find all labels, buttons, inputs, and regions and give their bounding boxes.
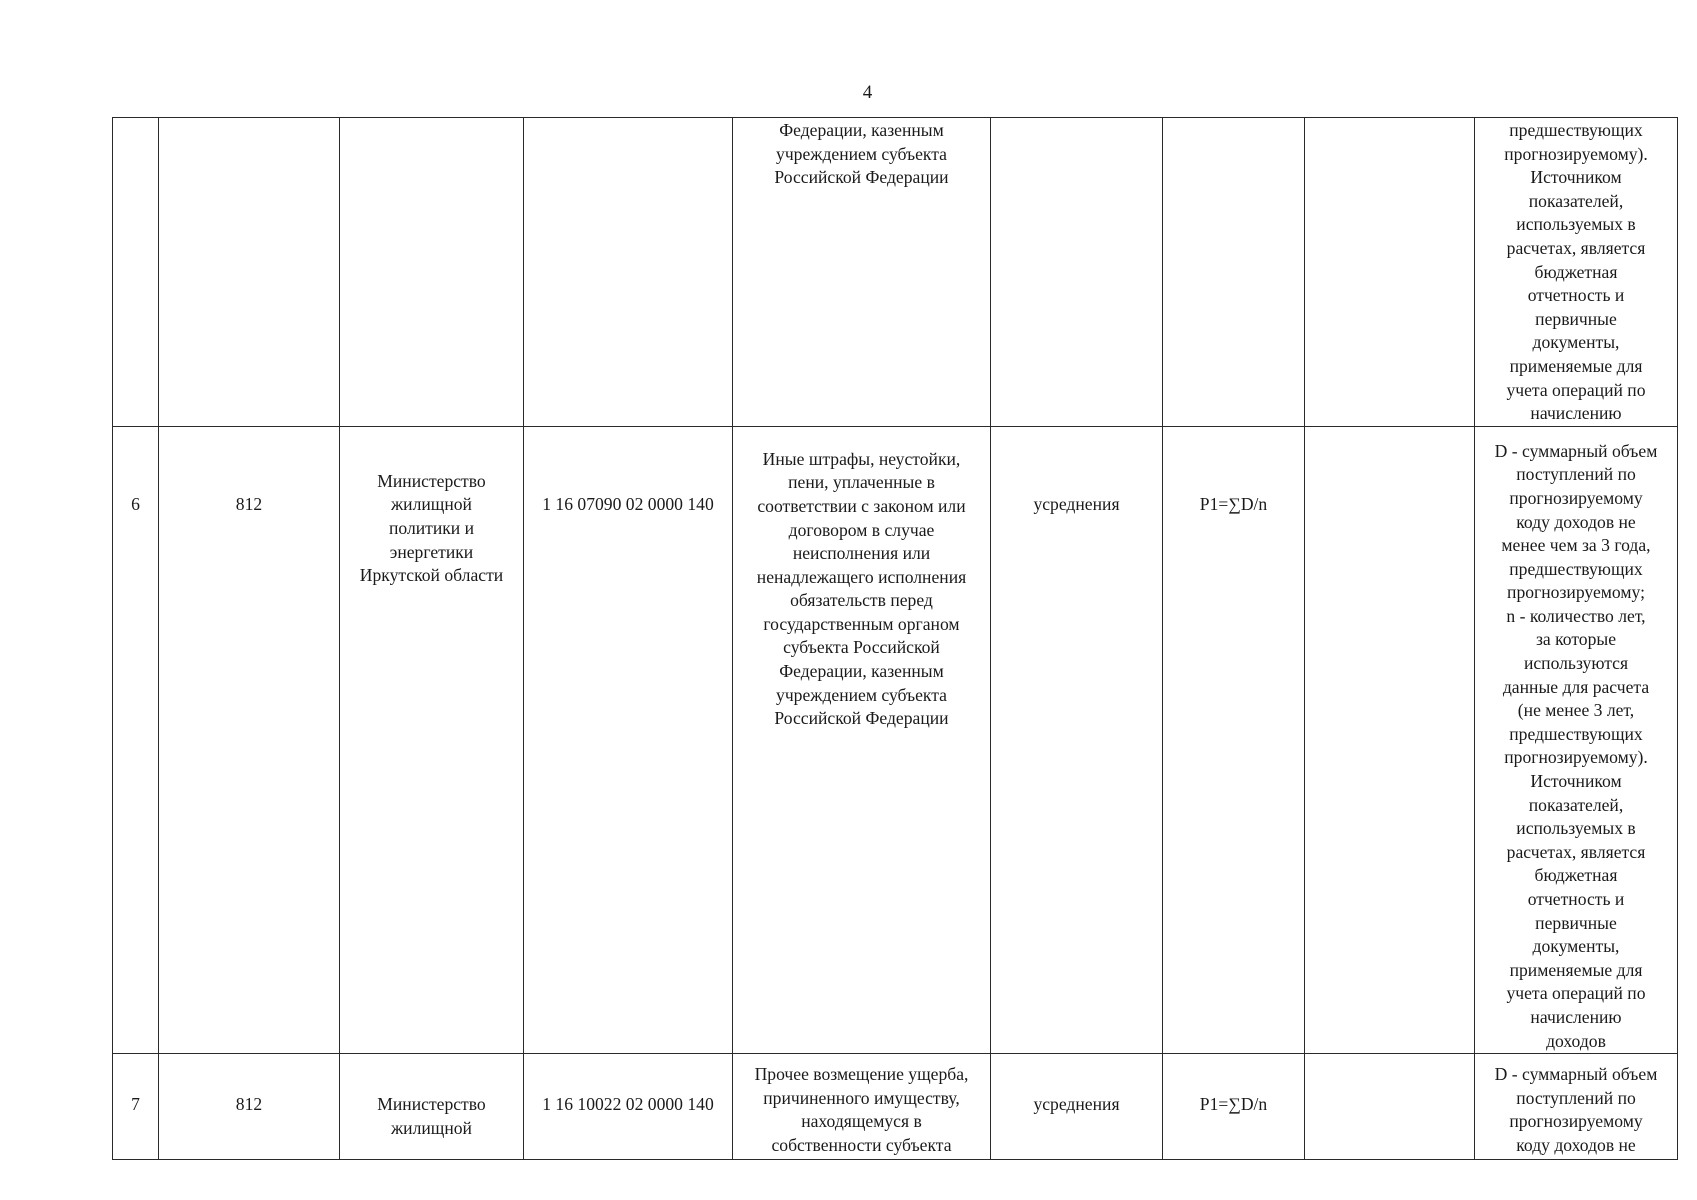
cell-administrator	[340, 118, 524, 427]
cell-kbk	[524, 118, 733, 427]
cell-administrator	[340, 426, 524, 1053]
cell-method	[991, 426, 1163, 1053]
cell-formula	[1163, 118, 1305, 427]
cell-income-name: Федерации, казенным учреждением субъекта Российской Федерации	[733, 118, 991, 427]
cell-kbk	[524, 1054, 733, 1160]
administrator-text: Министерство жилищной политики и энергетики Иркутской области	[359, 470, 504, 586]
cell-row-number	[113, 1054, 159, 1160]
admin-code-text: 812	[235, 1094, 263, 1115]
administrator-text: Министерство жилищной	[377, 1094, 486, 1138]
cell-description	[1475, 426, 1678, 1053]
cell-method	[991, 1054, 1163, 1160]
formula-text: P1=∑D/n	[1199, 493, 1268, 514]
cell-method	[991, 118, 1163, 427]
income-forecast-table	[112, 117, 1678, 1160]
cell-administrator	[340, 1054, 524, 1160]
kbk-text: 1 16 10022 02 0000 140	[542, 1094, 714, 1115]
cell-formula	[1163, 426, 1305, 1053]
cell-description: предшествующих прогнозируемому). Источником показателей, используемых в расчетах, является бюджетная отчетность и первичные документы, применяемые для учета операций по начислению	[1475, 118, 1678, 427]
description-text: D - суммарный объем поступлений по прогнозируемому коду доходов не	[1494, 1064, 1658, 1155]
method-text: усреднения	[1033, 1094, 1120, 1115]
cell-admin-code	[159, 1054, 340, 1160]
cell-admin-code	[159, 118, 340, 427]
cell-formula	[1163, 1054, 1305, 1160]
row-number-text: 6	[131, 493, 140, 514]
cell-row-number	[113, 118, 159, 427]
page-number: 4	[862, 82, 873, 103]
row-number-text: 7	[131, 1094, 140, 1115]
kbk-text: 1 16 07090 02 0000 140	[542, 493, 714, 514]
income-name-text: Прочее возмещение ущерба, причиненного имуществу, находящемуся в собственности субъекта	[754, 1064, 969, 1155]
description-text: D - суммарный объем поступлений по прогнозируемому коду доходов не менее чем за 3 года, предшествующих прогнозируемому; n - количество лет, за которые используются данные для расчета (не менее 3 лет, предшествующих прогнозируемому). Источником показателей, используемых в расчетах, является бюджетная отчетность и первичные документы, применяемые для учета операций по начислению доходов	[1494, 440, 1658, 1051]
table-row	[113, 426, 1678, 1053]
method-text: усреднения	[1033, 493, 1120, 514]
cell-description	[1475, 1054, 1678, 1160]
admin-code-text: 812	[235, 493, 263, 514]
cell-blank	[1305, 1054, 1475, 1160]
table-row	[113, 118, 1678, 427]
cell-blank	[1305, 118, 1475, 427]
cell-row-number	[113, 426, 159, 1053]
cell-kbk	[524, 426, 733, 1053]
cell-income-name	[733, 426, 991, 1053]
table-row	[113, 1054, 1678, 1160]
formula-text: P1=∑D/n	[1199, 1094, 1268, 1115]
income-name-text: Иные штрафы, неустойки, пени, уплаченные в соответствии с законом или договором в случае неисполнения или ненадлежащего исполнения обязательств перед государственным органом субъекта Российской Федерации, казенным учреждением субъекта Российской Федерации	[756, 448, 967, 729]
cell-income-name	[733, 1054, 991, 1160]
cell-admin-code	[159, 426, 340, 1053]
cell-blank	[1305, 426, 1475, 1053]
